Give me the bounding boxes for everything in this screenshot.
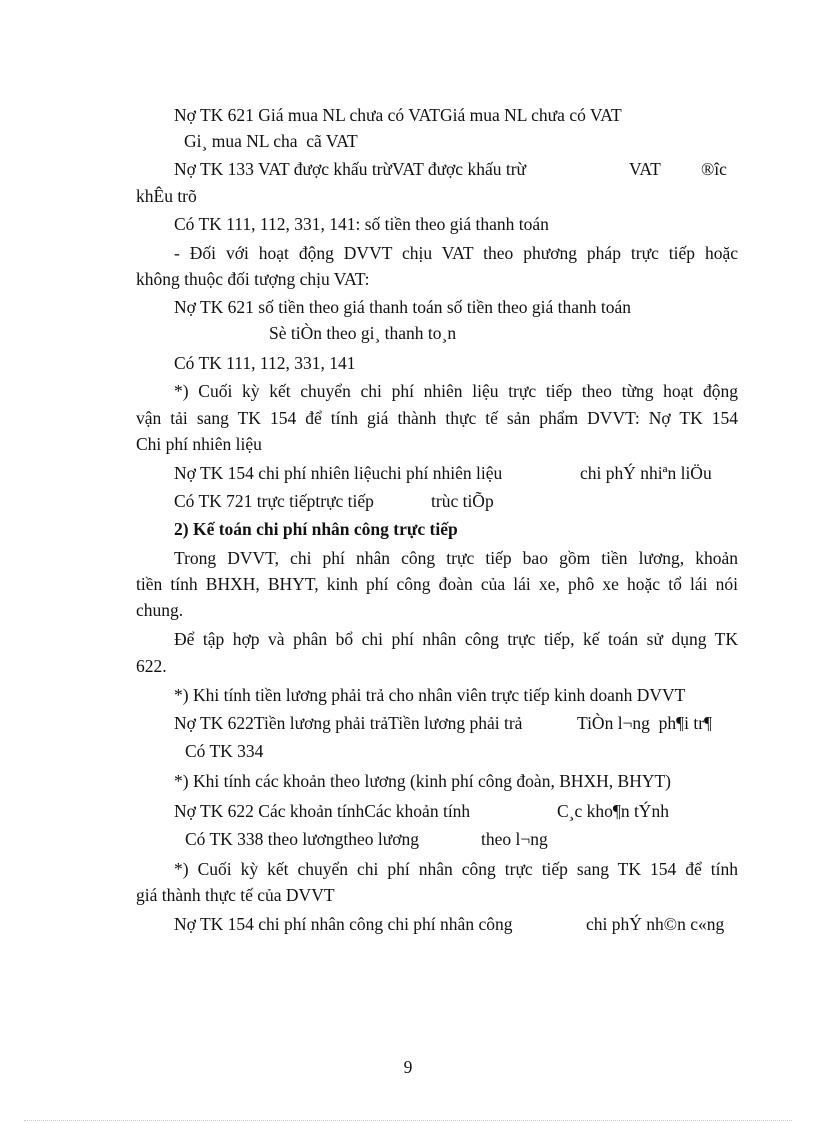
paragraph-line: Trong DVVT, chi phí nhân công trực tiếp bao gồm tiền lương, khoản bbox=[174, 548, 738, 568]
paragraph-line: Để tập hợp và phân bổ chi phí nhân công trực tiếp, kế toán sử dụng TK bbox=[174, 629, 738, 649]
entry-line: Nợ TK 154 chi phí nhiên liệuchi phí nhiên liệu bbox=[174, 463, 503, 483]
paragraph-line: giá thành thực tế của DVVT bbox=[136, 885, 335, 905]
entry-line: chi phÝ nhiªn liÖu bbox=[580, 463, 712, 483]
entry-line: Có TK 721 trực tiếptrực tiếp bbox=[174, 491, 374, 511]
entry-line: Nợ TK 621 Giá mua NL chưa có VATGiá mua NL chưa có VAT bbox=[174, 105, 622, 125]
entry-line: C¸c kho¶n tÝnh bbox=[557, 801, 669, 821]
entry-line: ®îc bbox=[701, 159, 727, 179]
paragraph-line: Chi phí nhiên liệu bbox=[136, 434, 262, 454]
entry-line: chi phÝ nh©n c«ng bbox=[586, 914, 725, 934]
entry-line: Gi¸ mua NL cha cã VAT bbox=[184, 131, 358, 151]
entry-line: Nợ TK 621 số tiền theo giá thanh toán số tiền theo giá thanh toán bbox=[174, 297, 632, 317]
entry-line: TiÒn l¬ng ph¶i tr¶ bbox=[577, 713, 712, 733]
paragraph-line: không thuộc đối tượng chịu VAT: bbox=[136, 269, 370, 289]
entry-line: Có TK 111, 112, 331, 141 bbox=[174, 353, 356, 373]
paragraph-line: chung. bbox=[136, 600, 184, 620]
section-heading: 2) Kế toán chi phí nhân công trực tiếp bbox=[174, 519, 458, 539]
paragraph-line: *) Cuối kỳ kết chuyển chi phí nhiên liệu trực tiếp theo từng hoạt động bbox=[174, 381, 738, 401]
page-number: 9 bbox=[403, 1057, 413, 1077]
entry-line: Sè tiÒn theo gi¸ thanh to¸n bbox=[269, 323, 457, 343]
entry-line: Nợ TK 622 Các khoản tínhCác khoản tính bbox=[174, 801, 471, 821]
entry-line: trùc tiÕp bbox=[431, 491, 494, 511]
paragraph-line: *) Khi tính các khoản theo lương (kinh phí công đoàn, BHXH, BHYT) bbox=[174, 771, 671, 791]
entry-line: Nợ TK 133 VAT được khấu trừVAT được khấu trừ bbox=[174, 159, 527, 179]
entry-line: Có TK 111, 112, 331, 141: số tiền theo giá thanh toán bbox=[174, 214, 549, 234]
entry-line: Nợ TK 622Tiền lương phải trảTiền lương phải trả bbox=[174, 713, 523, 733]
paragraph-line: - Đối với hoạt động DVVT chịu VAT theo phương pháp trực tiếp hoặc bbox=[174, 243, 738, 263]
entry-line: VAT bbox=[629, 159, 661, 179]
entry-line: Có TK 334 bbox=[185, 741, 264, 761]
paragraph-line: *) Khi tính tiền lương phải trả cho nhân viên trực tiếp kinh doanh DVVT bbox=[174, 685, 686, 705]
entry-line: Nợ TK 154 chi phí nhân công chi phí nhân công bbox=[174, 914, 513, 934]
entry-line: Có TK 338 theo lươngtheo lương bbox=[185, 829, 420, 849]
paragraph-line: 622. bbox=[136, 656, 167, 676]
entry-line: khÊu trõ bbox=[136, 186, 197, 206]
paragraph-line: vận tải sang TK 154 để tính giá thành thực tế sản phẩm DVVT: Nợ TK 154 bbox=[136, 408, 738, 428]
paragraph-line: tiền tính BHXH, BHYT, kinh phí công đoàn của lái xe, phô xe hoặc tổ lái nói bbox=[136, 574, 738, 594]
entry-line: theo l¬ng bbox=[481, 829, 548, 849]
footer-divider bbox=[24, 1120, 792, 1121]
paragraph-line: *) Cuối kỳ kết chuyển chi phí nhân công trực tiếp sang TK 154 để tính bbox=[174, 859, 738, 879]
